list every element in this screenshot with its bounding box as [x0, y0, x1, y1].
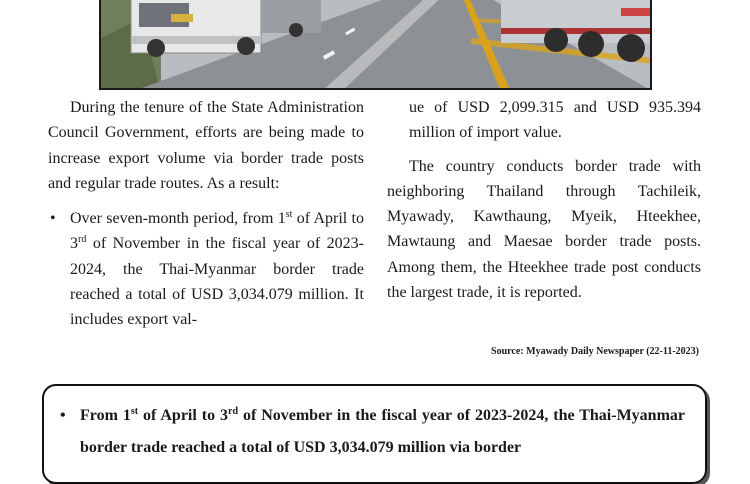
highlight-sup-1: st — [130, 406, 139, 417]
source-citation: Source: Myawady Daily Newspaper (22-11-2023) — [491, 346, 699, 357]
bullet-text-3: of November in the fiscal year of 2023-2024, the Thai-Myanmar border trade reached a total of USD 3,034.079 million. It includes export val- — [70, 235, 364, 329]
left-column — [48, 95, 364, 333]
highlight-box — [42, 384, 707, 484]
bullet-item — [48, 206, 364, 332]
highlight-bullet-icon: • — [60, 407, 66, 424]
bullet-icon: • — [50, 210, 56, 228]
truck-road-photo — [99, 0, 652, 90]
bullet-text-2: of April to 3 — [70, 210, 364, 253]
highlight-item — [60, 400, 685, 464]
bullet-text-1: Over seven-month period, from 1 — [70, 210, 286, 228]
continuation-paragraph: ue of USD 2,099.315 and USD 935.394 million of import value. — [409, 99, 701, 142]
right-column — [387, 95, 701, 305]
intro-paragraph: During the tenure of the State Administration Council Government, efforts are being made to increase export volume via border trade posts and regular trade routes. As a result: — [48, 99, 364, 192]
highlight-text-1: From 1 — [80, 407, 131, 424]
photo-illustration — [101, 0, 652, 90]
highlight-text-2: of April to 3 — [138, 407, 229, 424]
highlight-sup-2: rd — [228, 406, 239, 417]
highlight-text-3: of November in the fiscal year of 2023-2024, the Thai-Myanmar border trade reached a total of USD 3,034.079 million via border — [80, 407, 686, 456]
bullet-sup-2: rd — [78, 234, 87, 246]
bullet-sup-1: st — [285, 209, 293, 221]
border-posts-paragraph: The country conducts border trade with neighboring Thailand through Tachileik, Myawady, Kawthaung, Myeik, Hteekhee, Mawtaung and Maesae border trade posts. Among them, the Hteekhee trade post conducts the largest trade, it is reported. — [387, 157, 701, 302]
